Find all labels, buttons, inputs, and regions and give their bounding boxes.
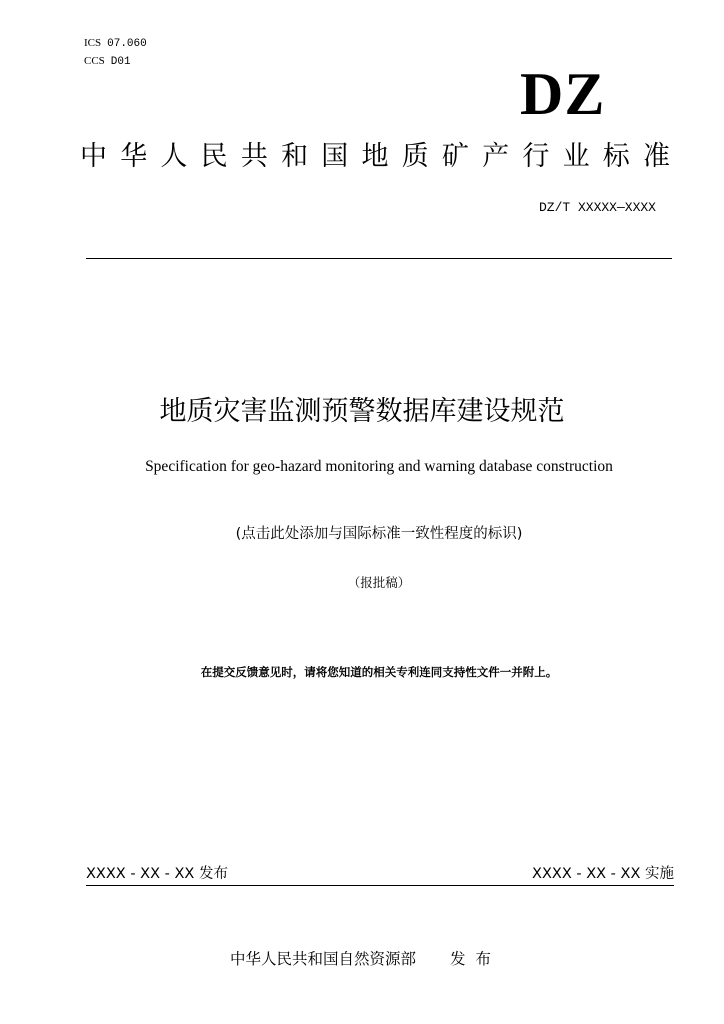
issuer-line	[230, 948, 501, 970]
consistency-placeholder[interactable]: (点击此处添加与国际标准一致性程度的标识)	[235, 526, 523, 542]
footer-divider	[86, 885, 674, 886]
document-title-en: Specification for geo-hazard monitoring and warning database construction	[145, 458, 613, 475]
publish-date: XXXX - XX - XX 发布	[86, 866, 228, 882]
standard-category-heading: 中华人民共和国地质矿产行业标准	[80, 141, 670, 172]
document-title-zh: 地质灾害监测预警数据库建设规范	[159, 396, 565, 427]
patent-notice: 在提交反馈意见时，请将您知道的相关专利连同支持性文件一并附上。	[200, 665, 558, 679]
ics-line	[84, 36, 147, 51]
draft-status: （报批稿）	[347, 575, 411, 590]
ics-label: ICS	[84, 37, 102, 49]
dz-logo: DZ	[520, 61, 606, 127]
header-divider	[86, 258, 672, 259]
ccs-label: CCS	[84, 55, 105, 67]
ccs-line	[84, 54, 131, 69]
implement-date: XXXX - XX - XX 实施	[532, 866, 674, 882]
standard-number: DZ/T XXXXX—XXXX	[538, 200, 656, 215]
ccs-code: D01	[110, 56, 131, 68]
issuer-verb: 发布	[450, 950, 502, 968]
issuer-name: 中华人民共和国自然资源部	[230, 950, 417, 968]
ics-code: 07.060	[107, 38, 147, 50]
